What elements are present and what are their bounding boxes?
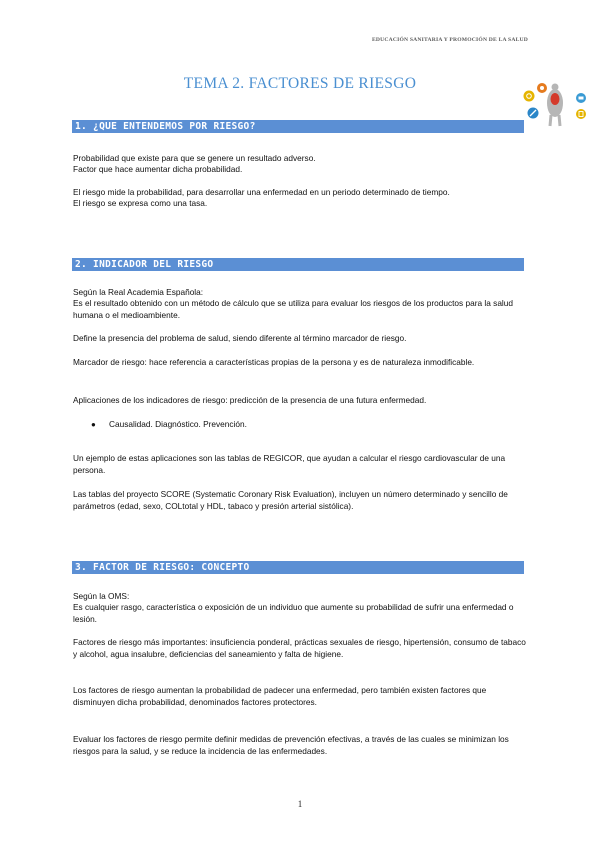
paragraph: Probabilidad que existe para que se genere un resultado adverso. <box>73 153 316 163</box>
section-heading-2: 2. INDICADOR DEL RIESGO <box>72 258 524 271</box>
paragraph: Los factores de riesgo aumentan la probabilidad de padecer una enfermedad, pero también existen factores que disminuyen dicha probabilidad, denominados factores protectores. <box>73 685 487 707</box>
section-heading-1: 1. ¿QUE ENTENDEMOS POR RIESGO? <box>72 120 524 133</box>
paragraph: El riesgo mide la probabilidad, para desarrollar una enfermedad en un periodo determinado de tiempo. <box>73 187 450 197</box>
paragraph: Evaluar los factores de riesgo permite definir medidas de prevención efectivas, a través de las cuales se minimizan los riesgos para la salud, y se reduce la incidencia de las enfermedades. <box>73 734 509 756</box>
page-title: TEMA 2. FACTORES DE RIESGO <box>183 75 417 92</box>
section-heading-3: 3. FACTOR DE RIESGO: CONCEPTO <box>72 561 524 574</box>
paragraph: Según la Real Academia Española: <box>73 287 204 297</box>
bullet-icon: ● <box>91 420 96 429</box>
stethoscope-icon <box>524 91 535 102</box>
paragraph: Aplicaciones de los indicadores de riesgo: predicción de la presencia de una futura enfermedad. <box>73 395 427 405</box>
paragraph: Las tablas del proyecto SCORE (Systematic Coronary Risk Evaluation), incluyen un número determinado y sencillo de parámetros (edad, sexo, COLtotal y HDL, tabaco y presión arterial sistólica). <box>73 489 508 511</box>
page-number: 1 <box>297 799 303 809</box>
page-header: EDUCACIÓN SANITARIA Y PROMOCIÓN DE LA SALUD <box>371 37 528 43</box>
paragraph: Define la presencia del problema de salud, siendo diferente al término marcador de riesgo. <box>73 333 407 343</box>
clipboard-icon <box>576 109 586 119</box>
paragraph: Es el resultado obtenido con un método de cálculo que se utiliza para evaluar los riesgos de los productos para la salud humana o el medioambiente. <box>73 298 514 320</box>
health-logo <box>520 78 592 128</box>
paragraph: Según la OMS: <box>73 591 130 601</box>
bullet-item: Causalidad. Diagnóstico. Prevención. <box>109 419 247 429</box>
paragraph: Factores de riesgo más importantes: insuficiencia ponderal, prácticas sexuales de riesgo, hipertensión, consumo de tabaco y alcohol, agua insalubre, deficiencias del saneamiento y falta de higiene. <box>73 637 526 659</box>
paragraph: Es cualquier rasgo, característica o exposición de un individuo que aumente su probabilidad de sufrir una enfermedad o lesión. <box>73 602 514 624</box>
paragraph: El riesgo se expresa como una tasa. <box>73 198 208 208</box>
paragraph: Marcador de riesgo: hace referencia a características propias de la persona y es de naturaleza inmodificable. <box>73 357 475 367</box>
paragraph: Un ejemplo de estas aplicaciones son las tablas de REGICOR, que ayudan a calcular el riesgo cardiovascular de una persona. <box>73 453 506 475</box>
paragraph: Factor que hace aumentar dicha probabilidad. <box>73 164 243 174</box>
